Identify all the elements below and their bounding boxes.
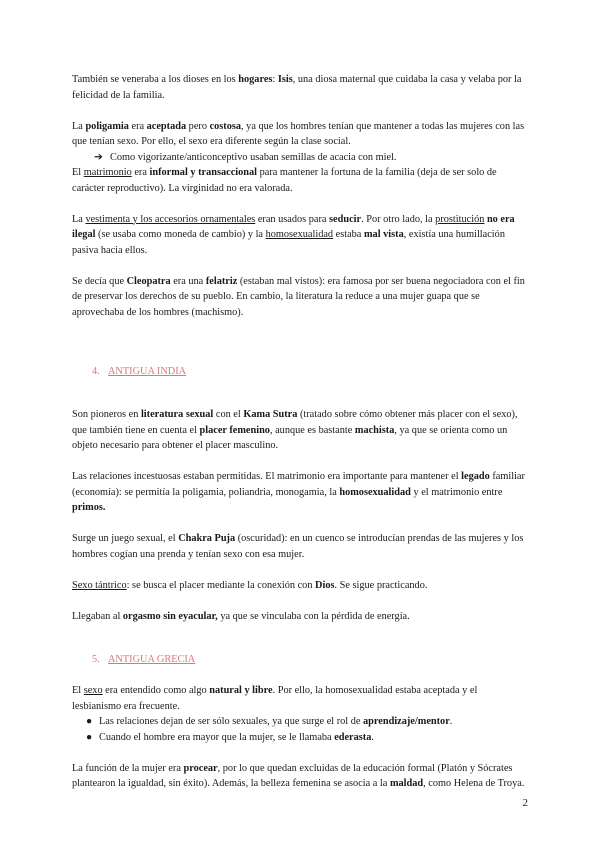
- paragraph-matrimonio: El matrimonio era informal y transaccional para mantener la fortuna de la familia (deja de ser solo de carácter reproductivo). La virginidad no era valorada.: [72, 167, 497, 194]
- paragraph-cleopatra: Se decía que Cleopatra era una felatriz (estaban mal vistos): era famosa por ser buena negociadora con el fin de preservar los derechos de su pueblo. En cambio, la literatura la reduce a una mujer guapa que se aprovechaba de los hombres (machismo).: [72, 275, 525, 318]
- list-item: ● Las relaciones dejan de ser sólo sexuales, ya que surge el rol de aprendizaje/mentor.: [72, 714, 528, 730]
- paragraph-tantrico: Sexo tántrico: se busca el placer mediante la conexión con Dios. Se sigue practicando.: [72, 579, 428, 591]
- arrow-item: ➔ Como vigorizante/anticonceptivo usaban semillas de acacia con miel.: [72, 150, 528, 166]
- page-number: 2: [522, 797, 528, 809]
- paragraph-vestimenta: La vestimenta y los accesorios ornamentales eran usados para seducir. Por otro lado, la prostitución no era ilegal (se usaba como moneda de cambio) y la homosexualidad estaba mal vista, existía una humillación pasiva hacia ellos.: [72, 213, 515, 256]
- paragraph-relaciones: Las relaciones incestuosas estaban permitidas. El matrimonio era importante para mantener el legado familiar (economía): se permitía la poligamia, poliandria, monogamia, la homosexualidad y el matrimonio entre primos.: [72, 471, 525, 513]
- section-heading-grecia: 5. ANTIGUA GRECIA: [92, 654, 196, 665]
- arrow-icon: ➔: [94, 151, 103, 163]
- bullet-icon: ●: [86, 731, 93, 743]
- paragraph-poligamia: La poligamia era aceptada pero costosa, ya que los hombres tenían que mantener a todas las mujeres con las que tenían sexo. Por ello, el sexo era diferente según la clase social.: [72, 120, 525, 147]
- paragraph-chakra-puja: Surge un juego sexual, el Chakra Puja (oscuridad): en un cuenco se introducían prendas de las mujeres y los hombres cogían una prenda y tenían sexo con esa mujer.: [72, 533, 524, 560]
- paragraph-sexo-grecia: El sexo era entendido como algo natural y libre. Por ello, la homosexualidad estaba aceptada y el lesbianismo era frecuente.: [72, 685, 478, 712]
- list-item: ● Cuando el hombre era mayor que la mujer, se le llamaba ederasta.: [72, 730, 528, 746]
- bullet-icon: ●: [86, 716, 93, 727]
- paragraph-hogares: También se veneraba a los dioses en los hogares: Isis, una diosa maternal que cuidaba la casa y velaba por la felicidad de la familia.: [72, 74, 522, 101]
- paragraph-orgasmo: Llegaban al orgasmo sin eyacular, ya que se vinculaba con la pérdida de energía.: [72, 610, 410, 622]
- paragraph-kama-sutra: Son pioneros en literatura sexual con el Kama Sutra (tratado sobre cómo obtener más placer con el sexo), que también tiene en cuenta el placer femenino, aunque es bastante machista, ya que se orienta como un objeto necesario para obtener el placer masculino.: [72, 409, 518, 451]
- paragraph-funcion-mujer: La función de la mujer era procear, por lo que quedan excluidas de la educación formal (Platón y Sócrates plantearon la igualdad, sin éxito). Además, la belleza femenina se asocia a la maldad, como Helena de Troya.: [72, 762, 525, 789]
- section-heading-india: 4. ANTIGUA INDIA: [92, 365, 187, 377]
- document-page: [72, 72, 528, 792]
